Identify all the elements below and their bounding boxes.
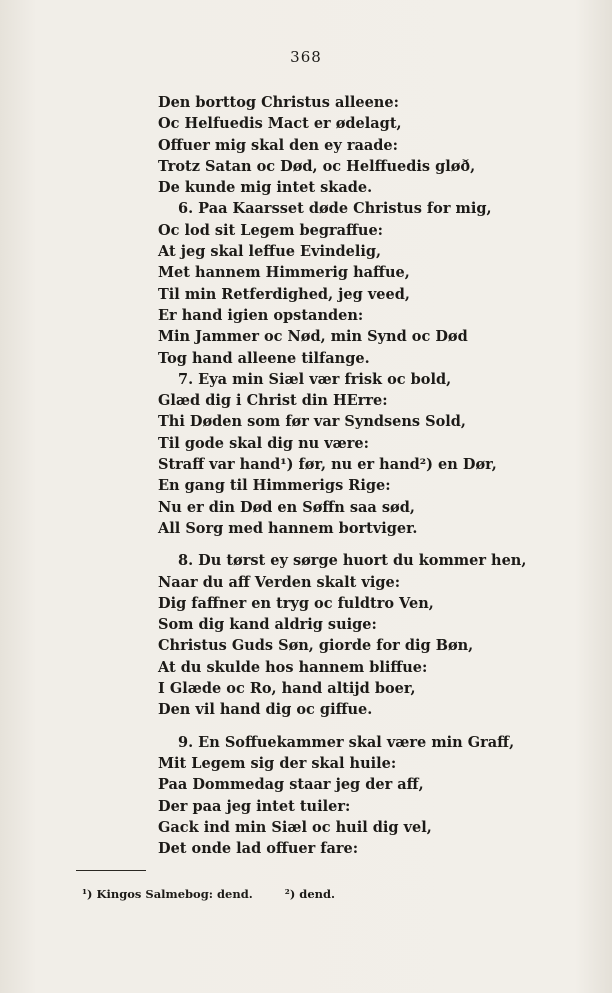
verse-line: Mit Legem sig der skal huile: xyxy=(158,754,397,772)
verse-line: Thi Døden som før var Syndsens Sold, xyxy=(158,413,466,431)
verse-line: Paa Dommedag staar jeg der aff, xyxy=(158,776,424,794)
verse-line: At jeg skal leffue Evindelig, xyxy=(158,243,382,261)
verse-line: Christus Guds Søn, giorde for dig Bøn, xyxy=(158,637,474,655)
verse-line: Gack ind min Siæl oc huil dig vel, xyxy=(158,818,432,836)
hymn-text xyxy=(158,92,527,859)
verse-line: Naar du aff Verden skalt vige: xyxy=(158,573,401,591)
page-number: 368 xyxy=(290,48,322,66)
stanza xyxy=(158,198,498,368)
verse-line: Til gode skal dig nu være: xyxy=(158,434,369,452)
verse-line: Som dig kand aldrig suige: xyxy=(158,616,377,634)
footnote: ¹) Kingos Salmebog: dend. xyxy=(82,887,253,901)
footnotes xyxy=(82,887,363,901)
verse-line: Den vil hand dig oc giffue. xyxy=(158,701,373,719)
verse-line: 6. Paa Kaarsset døde Christus for mig, xyxy=(178,200,492,218)
stanza xyxy=(158,732,515,860)
verse-line: 9. En Soffuekammer skal være min Graff, xyxy=(178,733,515,751)
verse-line: At du skulde hos hannem bliffue: xyxy=(158,658,428,676)
stanza xyxy=(158,550,527,720)
stanza xyxy=(158,369,498,539)
verse-line: Oc lod sit Legem begraffue: xyxy=(158,221,384,239)
verse-line: Oc Helfuedis Mact er ødelagt, xyxy=(158,115,402,133)
verse-line: Min Jammer oc Nød, min Synd oc Død xyxy=(158,328,468,346)
verse-line: Er hand igien opstanden: xyxy=(158,306,364,324)
verse-line: Det onde lad offuer fare: xyxy=(158,840,359,858)
verse-line: Dig faffner en tryg oc fuldtro Ven, xyxy=(158,594,434,612)
verse-line: De kunde mig intet skade. xyxy=(158,179,373,197)
verse-line: Met hannem Himmerig haffue, xyxy=(158,264,410,282)
verse-line: Trotz Satan oc Død, oc Helffuedis gløð, xyxy=(158,157,476,175)
verse-line: I Glæde oc Ro, hand altijd boer, xyxy=(158,680,416,698)
verse-line: Til min Retferdighed, jeg veed, xyxy=(158,285,410,303)
verse-line: Offuer mig skal den ey raade: xyxy=(158,136,398,154)
verse-line: All Sorg med hannem bortviger. xyxy=(158,519,418,537)
verse-line: Der paa jeg intet tuiler: xyxy=(158,797,351,815)
verse-line: Straff var hand¹) før, nu er hand²) en Dør, xyxy=(158,456,497,474)
footnote: ²) dend. xyxy=(284,887,336,901)
verse-line: Nu er din Død en Søffn saa sød, xyxy=(158,498,415,516)
verse-line: Glæd dig i Christ din HErre: xyxy=(158,392,388,410)
verse-line: En gang til Himmerigs Rige: xyxy=(158,477,391,495)
verse-line: Tog hand alleene tilfange. xyxy=(158,349,370,367)
verse-line: 7. Eya min Siæl vær frisk oc bold, xyxy=(178,370,452,388)
footnote-divider xyxy=(76,870,146,871)
stanza xyxy=(158,92,498,198)
verse-line: 8. Du tørst ey sørge huort du kommer hen, xyxy=(178,552,527,570)
verse-line: Den borttog Christus alleene: xyxy=(158,94,399,111)
